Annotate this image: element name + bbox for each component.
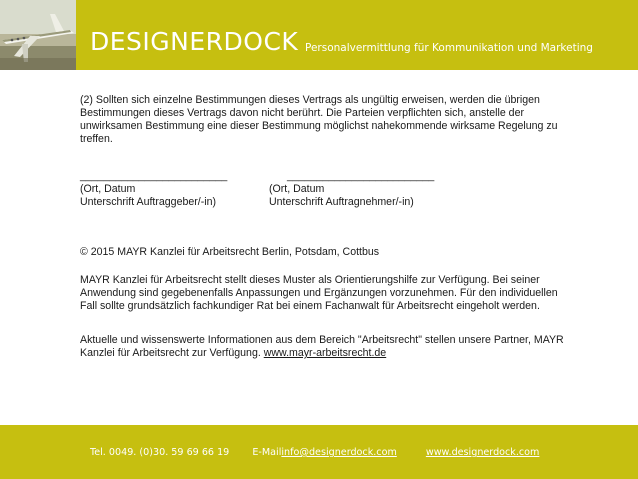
footer-email-label: E-Mail <box>252 447 282 458</box>
footer-contact <box>90 447 539 458</box>
brand-tagline: Personalvermittlung für Kommunikation und Marketing <box>305 42 593 54</box>
signature-contractor <box>269 170 434 209</box>
footer-email-link[interactable]: info@designerdock.com <box>281 447 397 458</box>
signature-line: _________________________ <box>80 170 228 182</box>
footer-website-link[interactable]: www.designerdock.com <box>425 447 540 458</box>
airplane-icon <box>0 0 76 70</box>
footer-email <box>252 447 396 458</box>
partner-info-text: Aktuelle und wissenswerte Informationen aus dem Bereich "Arbeitsrecht" stellen unsere Partner, MAYR Kanzlei für Arbeitsrecht zur Verfügung. <box>80 334 564 359</box>
footer-website <box>426 447 540 458</box>
footer-bar <box>0 425 638 479</box>
signature-place-date: (Ort, Datum <box>269 183 325 195</box>
signature-role: Unterschrift Auftragnehmer/-in) <box>269 196 414 208</box>
signature-client <box>80 170 227 209</box>
signature-line: _________________________ <box>287 170 435 182</box>
copyright-notice: © 2015 MAYR Kanzlei für Arbeitsrecht Berlin, Potsdam, Cottbus <box>80 246 380 258</box>
partner-website-link[interactable]: www.mayr-arbeitsrecht.de <box>263 347 387 359</box>
signature-role: Unterschrift Auftraggeber/-in) <box>80 196 217 208</box>
paragraph-partner-info <box>80 334 564 360</box>
paragraph-severability: (2) Sollten sich einzelne Bestimmungen dieses Vertrags als ungültig erweisen, werden die übrigen Bestimmungen dieses Vertrags davon nicht berührt. Die Parteien verpflichten sich, anstelle der unwirksamen Bestimmung eine dieser Bestimmung möglichst nahekommende wirksame Regelung zu treffen. <box>80 94 558 145</box>
footer-phone: Tel. 0049. (0)30. 59 69 66 19 <box>90 447 230 458</box>
header-banner <box>0 0 638 70</box>
airplane-photo <box>0 0 76 70</box>
signature-place-date: (Ort, Datum <box>80 183 136 195</box>
brand-logo: DESIGNERDOCK <box>90 27 299 56</box>
paragraph-disclaimer: MAYR Kanzlei für Arbeitsrecht stellt dieses Muster als Orientierungshilfe zur Verfügung. Bei seiner Anwendung sind gegebenenfalls Anpassungen und Ergänzungen vorzunehmen. Für den individuellen Fall sollte grundsätzlich fachkundiger Rat bei einem Fachanwalt für Arbeitsrecht eingeholt werden. <box>80 274 558 312</box>
